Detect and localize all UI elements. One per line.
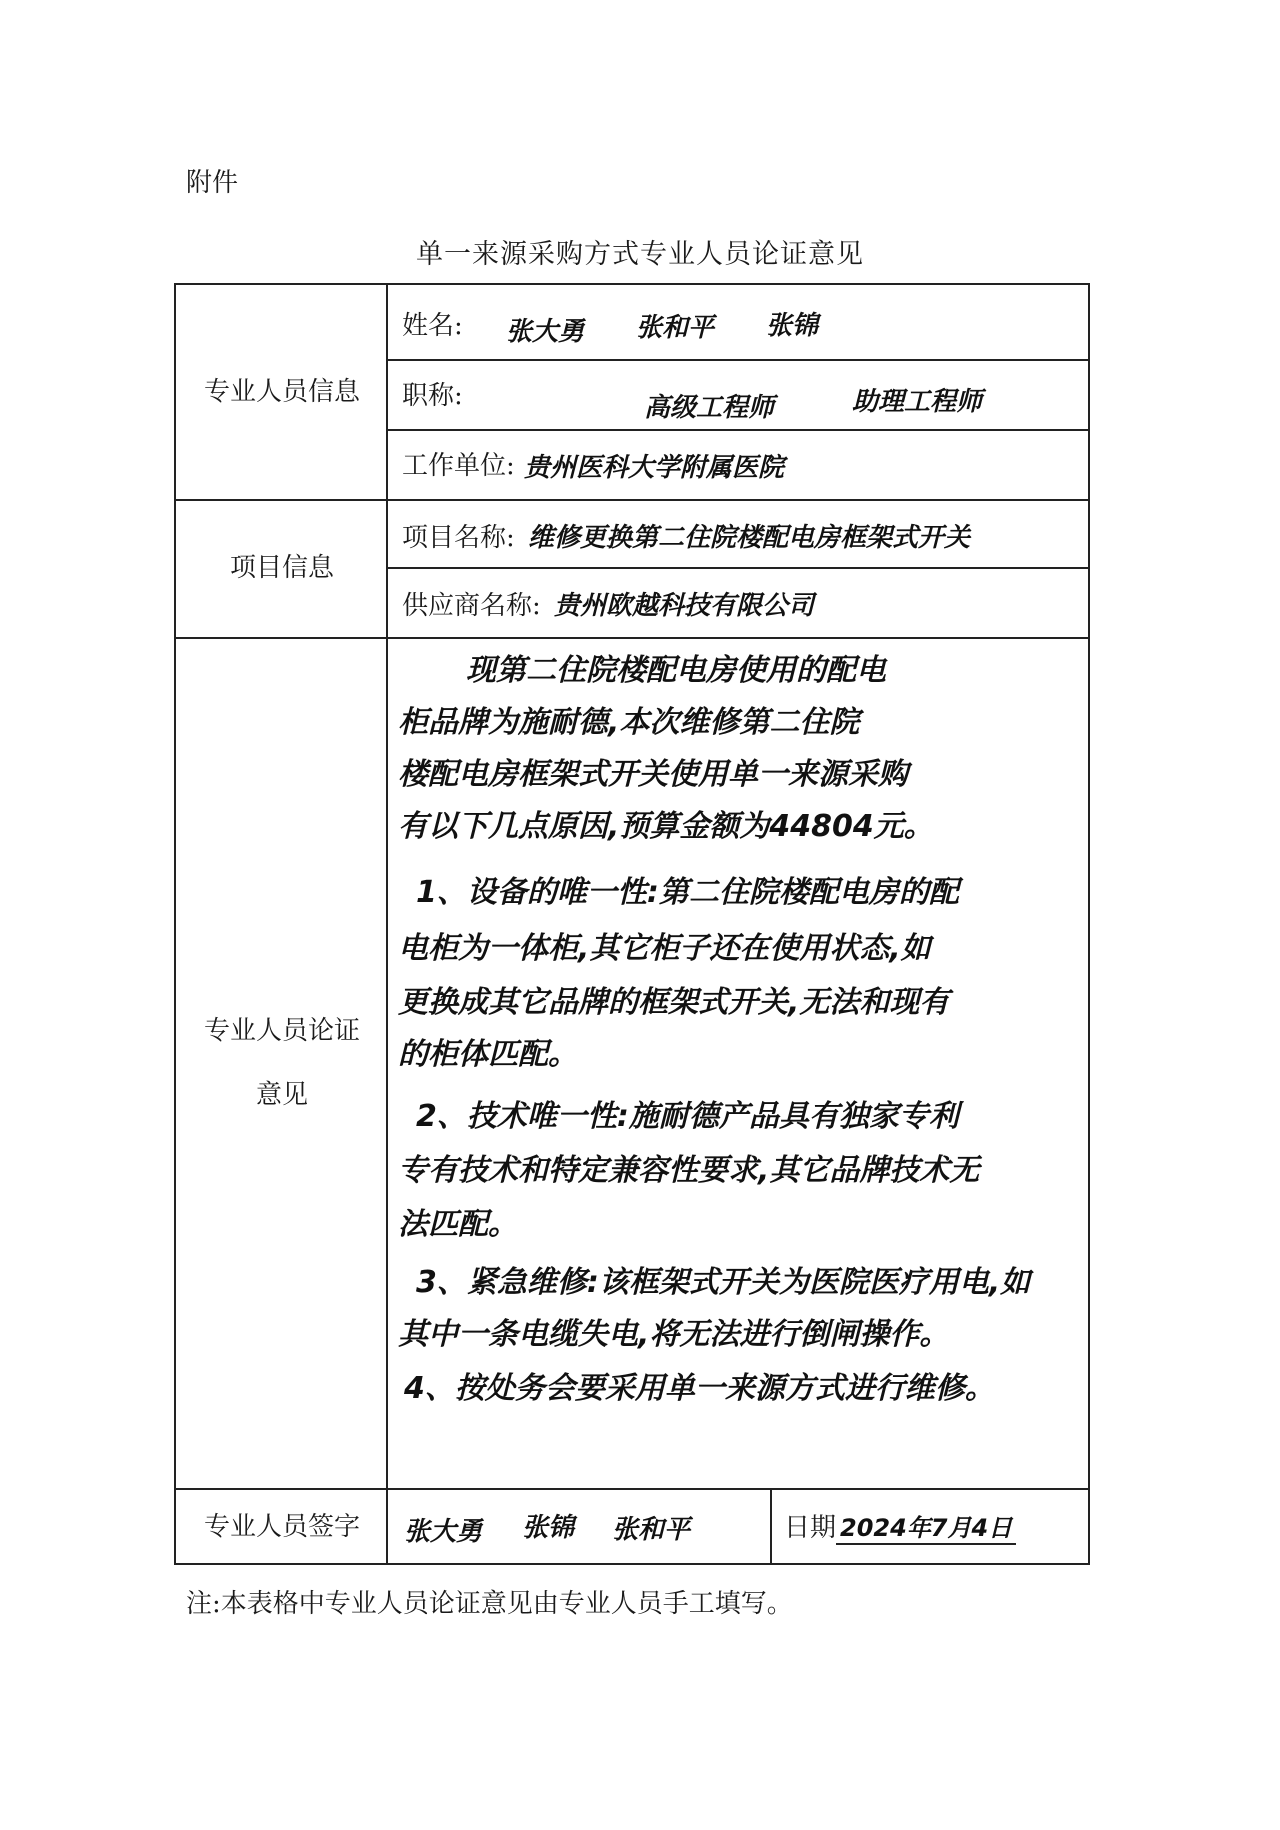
- opinion-line: 的柜体匹配。: [398, 1037, 578, 1072]
- name-1: 张大勇: [506, 317, 585, 347]
- signature-2: 张锦: [522, 1513, 575, 1543]
- divider: [388, 567, 1090, 569]
- footer-note: 注:本表格中专业人员论证意见由专业人员手工填写。: [186, 1589, 793, 1619]
- opinion-line: 现第二住院楼配电房使用的配电: [466, 653, 886, 688]
- title-label: 职称:: [402, 381, 463, 411]
- personnel-info-label: 专业人员信息: [203, 377, 360, 407]
- name-3: 张锦: [766, 311, 819, 341]
- opinion-line: 3、紧急维修:该框架式开关为医院医疗用电,如: [416, 1265, 1031, 1300]
- opinion-line: 更换成其它品牌的框架式开关,无法和现有: [398, 985, 950, 1020]
- opinion-line: 电柜为一体柜,其它柜子还在使用状态,如: [398, 931, 931, 966]
- opinion-line: 1、设备的唯一性:第二住院楼配电房的配: [416, 875, 959, 910]
- document-title: 单一来源采购方式专业人员论证意见: [416, 239, 864, 270]
- employer-value: 贵州医科大学附属医院: [524, 453, 785, 483]
- opinion-line: 其中一条电缆失电,将无法进行倒闸操作。: [398, 1317, 950, 1352]
- signature-label: 专业人员签字: [203, 1511, 360, 1542]
- title-2: 助理工程师: [852, 387, 983, 417]
- argument-form: [174, 283, 1090, 1565]
- date-label: 日期: [784, 1513, 837, 1543]
- opinion-label: [176, 637, 388, 1488]
- signature-3: 张和平: [612, 1515, 691, 1545]
- name-label: 姓名:: [402, 311, 463, 341]
- attachment-label: 附件: [186, 168, 239, 198]
- opinion-line: 4、按处务会要采用单一来源方式进行维修。: [404, 1371, 995, 1406]
- opinion-label-line1: 专业人员论证: [203, 1015, 360, 1046]
- project-info-label: 项目信息: [229, 553, 334, 583]
- opinion-line: 专有技术和特定兼容性要求,其它品牌技术无: [398, 1153, 980, 1188]
- title-1: 高级工程师: [644, 393, 775, 423]
- opinion-line: 有以下几点原因,预算金额为44804元。: [398, 809, 934, 844]
- signature-1: 张大勇: [404, 1517, 483, 1547]
- date-value: 2024年7月4日: [836, 1508, 1016, 1545]
- project-name-value: 维修更换第二住院楼配电房框架式开关: [528, 523, 971, 553]
- date-field: [784, 1507, 1016, 1545]
- opinion-line: 法匹配。: [398, 1207, 518, 1242]
- employer-label: 工作单位:: [402, 451, 515, 481]
- supplier-label: 供应商名称:: [402, 591, 541, 621]
- opinion-line: 楼配电房框架式开关使用单一来源采购: [398, 757, 908, 792]
- divider: [770, 1488, 772, 1565]
- opinion-line: 柜品牌为施耐德,本次维修第二住院: [398, 705, 860, 740]
- name-2: 张和平: [636, 313, 715, 343]
- supplier-value: 贵州欧越科技有限公司: [554, 591, 815, 621]
- opinion-label-line2: 意见: [255, 1079, 308, 1110]
- divider: [388, 359, 1090, 361]
- project-name-label: 项目名称:: [402, 523, 515, 553]
- divider: [388, 429, 1090, 431]
- opinion-line: 2、技术唯一性:施耐德产品具有独家专利: [416, 1099, 959, 1134]
